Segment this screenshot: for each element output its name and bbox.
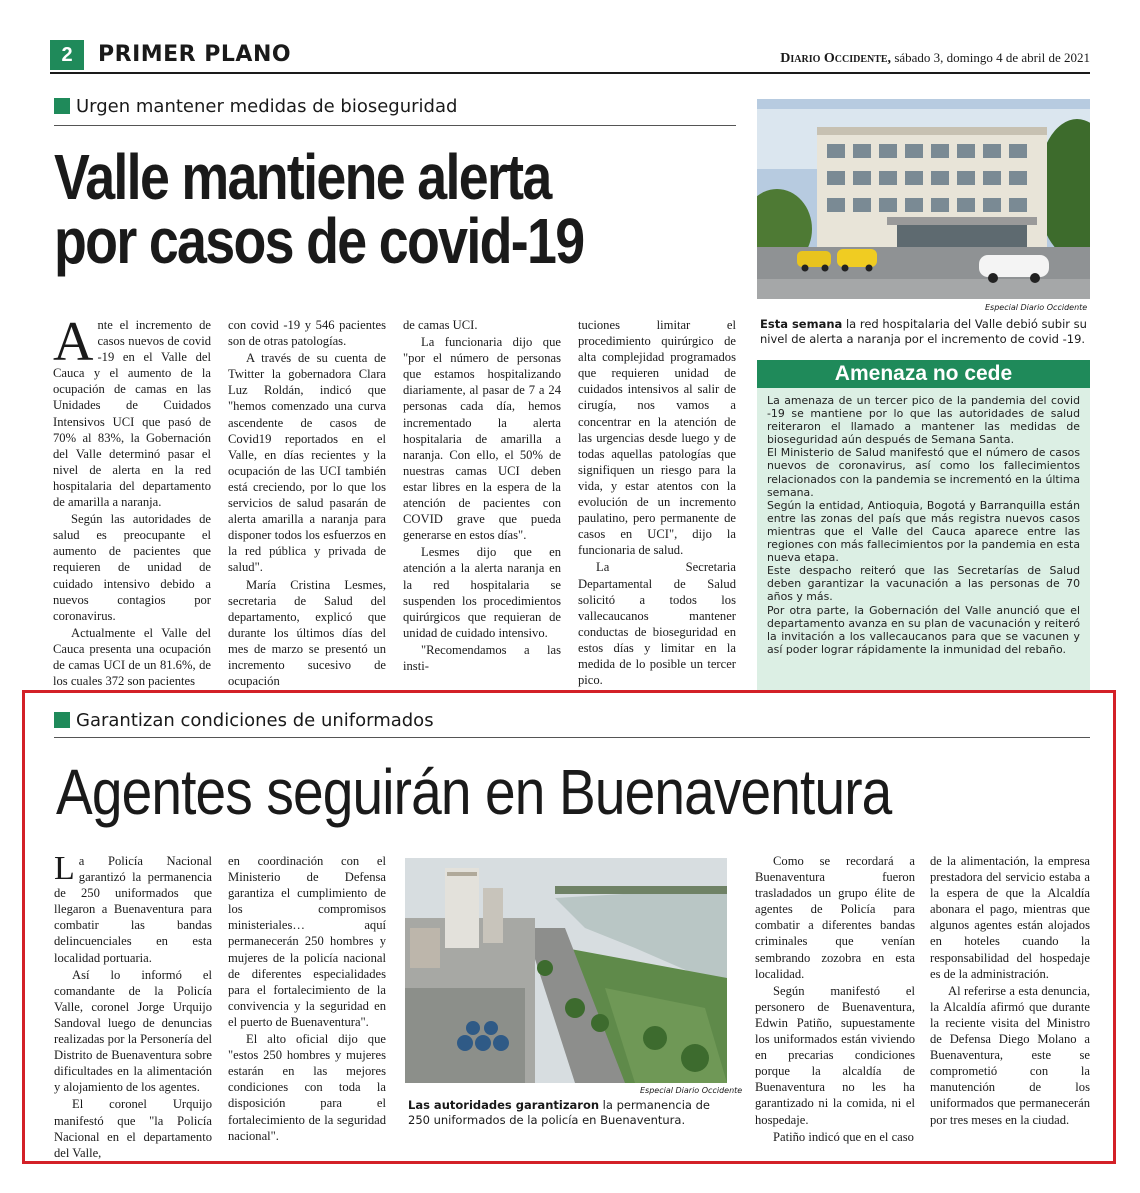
story2-col3-p2: Según manifestó el personero de Buenaventura, Edwin Patiño, supuestamente los uniformados están viviendo en precarias condiciones porque la alcaldía de Buenaventura no les ha garantizado ni la comida, ni el hospedaje. [755,983,915,1127]
story2-col3-p1: Como se recordará a Buenaventura fueron trasladados un grupo élite de agentes de Policía para combatir a diferentes bandas criminales que venían sembrando zozobra en esta localidad. [755,854,915,981]
story1-col3-p2: La funcionaria dijo que "por el número de personas que estamos hospitalizando diariamente, al pasar de 7 a 24 personas cada día, hemos incrementado la alerta hospitalaria de amarilla a naranja. Con ello, el 50% de nuestras camas UCI deben estar libres en la espera de la atención de pacientes con COVID grave que pueda generarse en estos días". [403,335,561,543]
story1-kicker [54,96,457,118]
story2-col1-p2: Así lo informó el comandante de la Policía Valle, coronel Jorge Urquijo Sandoval luego de denuncias realizadas por la Personería del Distrito de Buenaventura sobre dificultades en la alimentación y alojamiento de los agentes. [54,967,212,1095]
sidebar-box [757,360,1090,690]
story2-column-4 [930,853,1090,1129]
green-square-icon [54,98,70,114]
story2-caption-lead: Las autoridades garantizaron [408,1098,600,1112]
story1-photo-caption [760,317,1090,347]
sidebar-title: Amenaza no cede [757,360,1090,388]
issue-date: sábado 3, domingo 4 de abril de 2021 [894,50,1090,65]
story1-column-1 [53,311,211,690]
page-header [50,40,1090,74]
kicker-rule [54,125,736,126]
story1-col4-p2: La Secretaria Departamental de Salud solicitó a todos los vallecaucanos mantener conductas de bioseguridad en estos días y limitar en la medida de lo posible un tercer pico. [578,560,736,688]
story2-headline: Agentes seguirán en Buenaventura [56,756,892,828]
sidebar-p4: Este despacho reiteró que las Secretarías de Salud deben garantizar la vacunación a las personas de 70 años y más. [767,564,1080,604]
story2-col1-p3: El coronel Urquijo manifestó que "la Policía Nacional en el departamento del Valle, [54,1097,212,1160]
story1-caption-text: la red hospitalaria del Valle debió subir su nivel de alerta a naranja por el incremento de covid -19. [760,317,1087,346]
story1-col4-p1: tuciones limitar el procedimiento quirúrgico de alta complejidad programados que requieren unidad de cuidados intensivos al salir de cirugía, nos vamos a concentrar en la atención de las urgencias desde luego y de todas aquellas patologías que signifiquen un riesgo para la vida, y estar atentos con la evolución de un incremento paulatino, pero permanente de casos en UCI", dijo la funcionaria de salud. [578,318,736,558]
story2-col4-p2: Al referirse a esta denuncia, la Alcaldía afirmó que durante la reciente visita del Ministro de Defensa Diego Molano a Buenaventura, este se comprometió con la manutención de los uniformados que permanecerán por tres meses en la ciudad. [930,983,1090,1127]
paper-info [780,50,1090,67]
story2-kicker-text: Garantizan condiciones de uniformados [76,710,434,731]
hospital-illustration [757,99,1090,299]
story2-col4-p1: de la alimentación, la empresa prestadora del servicio estaba a la espera de que la Alcaldía abonara el pago, mientras que algunos agentes están alojados en hoteles cuando la responsabilidad del hospedaje es de la administración. [930,854,1090,981]
story2-photo-caption [408,1098,726,1128]
story1-column-3 [403,317,561,675]
section-name: PRIMER PLANO [98,42,292,67]
story2-photo-credit: Especial Diario Occidente [640,1086,743,1095]
story2-caption-text: la permanencia de 250 uniformados de la policía en Buenaventura. [408,1098,710,1127]
sidebar-p1: La amenaza de un tercer pico de la pandemia del covid -19 se mantiene por lo que las autoridades de salud reiteraron el llamado a mantener las medidas de bioseguridad aún después de Semana Santa. [767,394,1080,447]
story1-col2-p2: A través de su cuenta de Twitter la gobernadora Clara Luz Roldán, indicó que "hemos comenzado una curva ascendente de casos de Covid19 reportados en el Valle, en días recientes y la ocupación de las UCI también está creciendo, por lo que los servicios de salud pasarán de alerta amarilla a naranja para disponer todos los esfuerzos en la red pública y privada de salud". [228,351,386,575]
story2-col2-p2: El alto oficial dijo que "estos 250 hombres y mujeres estarán en las mejores condiciones con toda la disposición para el fortalecimiento de la seguridad nacional". [228,1032,386,1143]
sidebar-body [757,388,1090,656]
story2-dropcap: L [54,850,75,887]
page-number: 2 [50,40,84,70]
story1-col1-p1: nte el incremento de casos nuevos de covid -19 en el Valle del Cauca y el aumento de la ocupación de camas en las Unidades de Cuidados Intensivos UCI que pasó de 70% al 83%, la Gobernación del Valle determinó pasar el nivel de alerta en la red hospitalaria del departamento de amarilla a naranja. [53,318,211,510]
green-square-icon [54,712,70,728]
story1-column-4 [578,317,736,689]
city-aerial-illustration [405,858,727,1083]
story1-col2-p3: María Cristina Lesmes, secretaria de Salud del departamento, explicó que durante los últimos días del mes de marzo se presentó un incremento sucesivo de ocupación [228,577,386,689]
paper-name: Diario Occidente, [780,51,892,66]
sidebar-p3: Según la entidad, Antioquia, Bogotá y Barranquilla están entre las zonas del país que más registra nuevos casos mientras que el Valle del Cauca aparece entre las regiones con más fallecimientos por la pandemia en esta nueva etapa. [767,498,1080,565]
story1-column-2 [228,317,386,690]
story1-headline: Valle mantiene alerta por casos de covid-19 [54,141,584,277]
story1-dropcap: A [53,311,94,373]
buenaventura-photo [405,858,727,1083]
story1-photo-credit: Especial Diario Occidente [985,303,1088,312]
story2-kicker [54,710,434,732]
story1-kicker-text: Urgen mantener medidas de bioseguridad [76,96,458,117]
story2-column-2 [228,853,386,1145]
story1-col3-p3: Lesmes dijo que en atención a la alerta naranja en la red hospitalaria se suspenden los procedimientos quirúrgicos que requieran de unidad de cuidado intensivo. [403,545,561,640]
sidebar-p2: El Ministerio de Salud manifestó que el número de casos nuevos de coronavirus, así como los fallecimientos relacionados con la pandemia se incrementó en la última semana. [767,446,1080,499]
story1-col3-p4: "Recomendamos a las insti- [403,642,561,673]
sidebar-p5: Por otra parte, la Gobernación del Valle anunció que el departamento avanza en su plan de vacunación y reiteró la invitación a los vallecaucanos para que se vacunen y así poder lograr rápidamente la inmunidad del rebaño. [767,603,1080,656]
story2-col1-p1: a Policía Nacional garantizó la permanencia de 250 uniformados que llegaron a Buenaventura para combatir las bandas delincuenciales en esta localidad portuaria. [54,854,212,965]
story2-column-1 [54,850,212,1162]
story2-col3-p3: Patiño indicó que en el caso [773,1129,914,1144]
story1-col1-p3: Actualmente el Valle del Cauca presenta una ocupación de camas UCI de un 81.6%, de los cuales 372 son pacientes [53,625,211,689]
story1-col2-p1: con covid -19 y 546 pacientes son de otras patologías. [228,318,386,349]
story2-col2-p1: en coordinación con el Ministerio de Defensa garantiza el cumplimiento de los compromisos ministeriales… aquí permanecerán 250 hombres y mujeres de la policía nacional de diferentes especialidades para el fortalecimiento de la convivencia y la seguridad en el puerto de Buenaventura". [228,854,386,1029]
story1-col3-p1: de camas UCI. [403,318,478,332]
kicker-rule [54,737,1090,738]
story1-col1-p2: Según las autoridades de salud es preocupante el aumento de pacientes que requieren de unidad de cuidado intensivo debido a nuevos contagios por coronavirus. [53,512,211,623]
story1-caption-lead: Esta semana [760,317,843,331]
hospital-photo [757,99,1090,299]
story2-column-3 [755,853,915,1146]
